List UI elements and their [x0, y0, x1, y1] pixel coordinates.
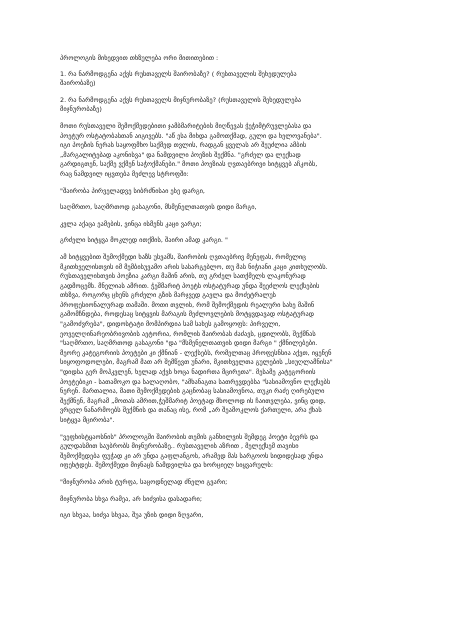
paragraph-love-intro: "ვეფხისტყაოსნის" პროლოგში შაირობის თემის განხილვის შემდეგ პოეტი ბევრს და გულდასმით საუბრობს მიჯნურობაზე.. რუსთაველის აზრით , მელექსემ თავისი შემოქმედება ფუჭად კი არ უნდა გაფლანგოს, არამედ მას სარგოოს სიდიდესად უნდა იფეხტდეს. შემოქმედი მიჯნაცს ნამდვილსა და ხორციელ სიყვარულს:: [60, 432, 323, 470]
question-2: 2. რა ნარმოდგენა აქვს რუსთაველს მიჯნურობაზე? (რუსთაველის შეხედულება მიჯნურობაზე): [60, 95, 301, 114]
verse-line: კვლა აქაცა ეამების, ვინცა ისმენს კაცი ვარგი;: [60, 219, 202, 228]
verse-line: იგი სხვაა, სიძვა სხვაა, შუა უზის დიდი ზღვარი,: [60, 511, 204, 520]
verse-line: მიჯნურობა სხვა რამეა, არ სიძვისა დასადარი;: [60, 494, 202, 503]
intro-line: პროლოგის მიხედვით თხზულება ორი მითითებით :: [60, 54, 219, 62]
verse-line: გრძელი სიტყვა მოკლედ ითქმის, შაირი ამად კარგი. ": [60, 236, 228, 245]
verse-line: "მიჯნურობა არის ტურფა, საცოდნელად ძნელი გვარი;: [60, 477, 228, 486]
verse-line: "შაირობა პირველადვე სიბრძნისაი ესე დარგი,: [60, 186, 205, 195]
question-1: 1. რა ნარმოდგენა აქვს რუსთაველს შაირობაზე? ( რუსთაველის შეხედულება შაირობაზე): [60, 69, 297, 88]
verse-line: საღმრთო, საღმრთოდ გასაგონი, მსმენელთათვის დიდი მარგი,: [60, 203, 257, 212]
paragraph-poetry-intro: მოთი რუსთაველი შემოქმედებითი ჯამბმარიტების მიღწევას ჭეჭიმტრუვლებასა და პოეტურ ოსტატობასთან აიგივებს. "აწ ესა მიხდა გამოთქმად, გული და ხელოვანება". იგი პოეზის ნერას საყოფმხო საქმედ თვლის, რადგან ყველას არ შეუძლია ამბის „მარგალიტებად აკონისვა" და ნამდვილი პოეზის შექმნა. "გრძელ და ლექსად გარდიგთენ, საქმე ვქმენ საჭოქმანები." მოთი პოეზიას ღვთაებრივი სიტყვებ აჩკობს, რაც ნამდვილ იცვთება მეძლევ სტროფში:: [60, 121, 322, 178]
document-page: [60, 54, 418, 528]
paragraph-poetry-analysis: ამ სიტყვებით შემოქმედი ხაზს უსვამს, შაირობის ღვთაებრივ მენეფას, რომელიც მკითხველისთვის იმ მემბისუვამო არის სასარგებლო, თუ მას ნიჭიანი კაცი კითხულობს. რუსთაველისთვის პოეზია კარგი მაშინ არის, თუ გრძელ სათქმელს ლაკონურად გადმოცემს. მნელიას ამრით. ჭეშმარიტ პოეტს ოსტატურად უნდა შეეძლოს ლექსების თხზვა, როგორც ცხენს გრძელი გზის მარჯვედ გავლა და მოძეტრალუს პროფესიონალურად თამაში. მოთი თვლის, რომ შემოქმედის რეალური სახე მაშინ გამომჩნდება, როდესაც სიტყვის მარაგის მეძლოვლების მოტყვდავად ოსტატურად "გამოძვრება", დიდოსტატი მომპირდია სამ სახეს გამოყოფს: პირველი, ეოველღინარეობრივობის აეტორია, რომლის შაირობას ძაძავს, ცდილობს, შექმნას "საღმრთო, საღმრთოდ გასაგონი "და "მსმენელთათვის დიდი მარგი " ქმნილებები. მეორე კატეგორიის პოეტები კი ქმნიან - ლექსებს, რომელთაც პროფესნსია აქვთ, იყენენ სიყოფოდოლები, მაგრამ მათ არ შემწევთ უნარი, მკითხველთა გულების „სიუღლამნისა" "დიდსა გერ მოჰკვლენ, ხელად აქვს ხოცა ნადირთა მცირეთა". მესამე კატეგორიის პოეტებიკი - სათამოკო და სალაღობო, "ამხანაგთა სათრევდებსა "სასიამოვნო ლექსებს ნერენ. მართალია, მათი შემოქმედების გაცნობაც სასიამოვნოა, თუკი რაძე ღირებული შექმნენ, მაგრამ „მოთას ამრით,ჭეშმარიტ პოეტად მხოლოდ ის ჩაითვლება, ვინც დიდ, ვრცელ ნანარმოებს შექმნის და თანაც ისე, რომ „არ შეამოკლოს ქართული, არა ქხას სიტყვა მცირობა".: [60, 252, 333, 424]
